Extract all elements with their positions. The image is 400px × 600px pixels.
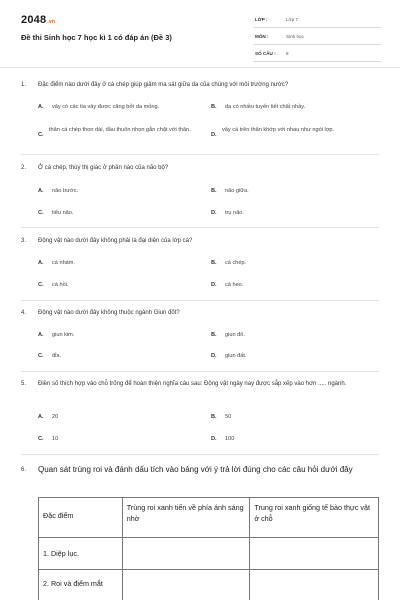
site-logo[interactable] [21, 14, 55, 26]
question-text: Đặc điểm nào dưới đây ở cá chép giúp giảm ma sát giữa da của chúng với môi trường nước? [38, 82, 289, 88]
option-text: giun đất. [225, 353, 247, 359]
option-text: não trước. [52, 188, 79, 194]
option-a[interactable] [38, 104, 159, 110]
option-letter: D. [211, 210, 217, 216]
header-divider [0, 67, 400, 68]
option-letter: D. [211, 132, 217, 138]
table-row [39, 570, 379, 600]
table-cell: 1. Diệp lục. [39, 538, 123, 570]
question-divider [21, 154, 379, 155]
table-checkbox-cell[interactable] [122, 570, 250, 600]
question-text: Động vật nào dưới đây không phải là đại diện của lớp cá? [38, 238, 193, 244]
meta-row-class [253, 14, 381, 28]
option-c[interactable] [38, 353, 61, 359]
option-letter: C. [38, 353, 44, 359]
meta-value: 8 [286, 51, 289, 56]
option-letter: A. [38, 332, 44, 338]
option-text: não giữa. [225, 188, 249, 194]
option-letter: B. [211, 188, 217, 194]
option-a[interactable] [38, 332, 74, 338]
question-number: 6. [21, 467, 27, 473]
option-text: cá nhám. [52, 260, 76, 266]
question-number: 3. [21, 238, 27, 244]
exam-title: Đề thi Sinh học 7 học kì 1 có đáp án (Đề 3) [21, 33, 172, 42]
option-b[interactable] [211, 104, 305, 110]
option-text: trụ não. [225, 210, 244, 216]
meta-value: Sinh học [286, 34, 304, 39]
option-d[interactable] [211, 353, 246, 359]
question-number: 2. [21, 165, 27, 171]
option-c[interactable] [38, 282, 68, 288]
question-divider [21, 227, 379, 228]
question-text: Điền số thích hợp vào chỗ trống để hoàn thiện nghĩa câu sau: Động vật ngày nay được sắp xếp vào hơn ..... ngành. [38, 381, 347, 387]
option-a[interactable] [38, 260, 75, 266]
option-text: giun kim. [52, 332, 75, 338]
table-checkbox-cell[interactable] [250, 570, 379, 600]
option-c[interactable] [38, 210, 73, 216]
option-letter: C. [38, 210, 44, 216]
option-letter: B. [211, 414, 217, 420]
table-checkbox-cell[interactable] [122, 538, 250, 570]
option-d[interactable] [211, 282, 243, 288]
option-text: tiểu não. [52, 210, 74, 216]
option-d[interactable] [211, 436, 234, 442]
option-c[interactable] [38, 125, 198, 138]
option-letter: C. [38, 132, 44, 138]
option-text: 50 [225, 414, 232, 420]
logo-text: 2048 [21, 14, 47, 26]
option-text: thân cá chép thon dài, đầu thuôn nhọn gắn chặt với thân. [49, 127, 191, 133]
option-a[interactable] [38, 414, 58, 420]
question-number: 1. [21, 82, 27, 88]
option-c[interactable] [38, 436, 58, 442]
question-number: 5. [21, 381, 27, 387]
option-d[interactable] [211, 125, 371, 138]
option-letter: C. [38, 436, 44, 442]
option-text: vảy cá trên thân khớp với nhau như ngói lợp. [222, 127, 335, 133]
question-divider [21, 371, 379, 372]
question-number: 4. [21, 310, 27, 316]
question-divider [21, 300, 379, 301]
option-text: giun đỏ. [225, 332, 245, 338]
question-divider [21, 454, 379, 455]
option-a[interactable] [38, 188, 78, 194]
option-letter: B. [211, 332, 217, 338]
option-letter: B. [211, 260, 217, 266]
option-text: da có nhiều tuyến tiết chất nhầy. [225, 104, 306, 110]
option-b[interactable] [211, 260, 246, 266]
option-text: đỉa. [52, 353, 62, 359]
meta-row-count [253, 48, 381, 62]
option-letter: D. [211, 436, 217, 442]
option-letter: A. [38, 104, 44, 110]
table-header-cell: Trung roi xanh giống tế bào thực vật ở chỗ [250, 498, 379, 538]
option-letter: B. [211, 104, 217, 110]
question-text: Quan sát trùng roi và đánh dấu tích vào bảng với ý trả lời đúng cho các câu hỏi dưới đây [38, 465, 353, 474]
question-text: Động vật nào dưới đây không thuộc ngành Giun đốt? [38, 310, 180, 316]
option-letter: D. [211, 353, 217, 359]
meta-label: MÔN : [255, 34, 269, 39]
logo-suffix: .vn [47, 19, 56, 25]
meta-value: Lớp 7 [286, 17, 298, 22]
option-b[interactable] [211, 332, 245, 338]
option-letter: A. [38, 414, 44, 420]
option-text: 10 [52, 436, 59, 442]
meta-label: LỚP : [255, 17, 268, 22]
table-checkbox-cell[interactable] [250, 538, 379, 570]
table-header-row [39, 498, 379, 538]
meta-label: SỐ CÂU : [255, 51, 276, 56]
table-row [39, 538, 379, 570]
option-text: 100 [225, 436, 235, 442]
option-letter: A. [38, 188, 44, 194]
option-text: cá hồi. [52, 282, 69, 288]
option-b[interactable] [211, 188, 249, 194]
option-text: 20 [52, 414, 59, 420]
table-header-cell: Đặc điểm [39, 498, 123, 538]
option-b[interactable] [211, 414, 231, 420]
answer-table [38, 497, 379, 600]
page-header [0, 0, 400, 60]
option-text: cá chép. [225, 260, 247, 266]
option-text: vảy có các tia vảy được căng bởi da mỏng. [52, 104, 160, 110]
option-d[interactable] [211, 210, 244, 216]
question-text: Ở cá chép, thùy thị giác ở phần nào của não bộ? [38, 165, 169, 171]
option-letter: A. [38, 260, 44, 266]
exam-meta [253, 14, 381, 65]
option-letter: D. [211, 282, 217, 288]
table-cell: 2. Roi và điểm mắt [39, 570, 123, 600]
option-letter: C. [38, 282, 44, 288]
table-header-cell: Trùng roi xanh tiến về phía ánh sáng nhờ [122, 498, 250, 538]
meta-row-subject [253, 31, 381, 45]
option-text: cá heo. [225, 282, 244, 288]
